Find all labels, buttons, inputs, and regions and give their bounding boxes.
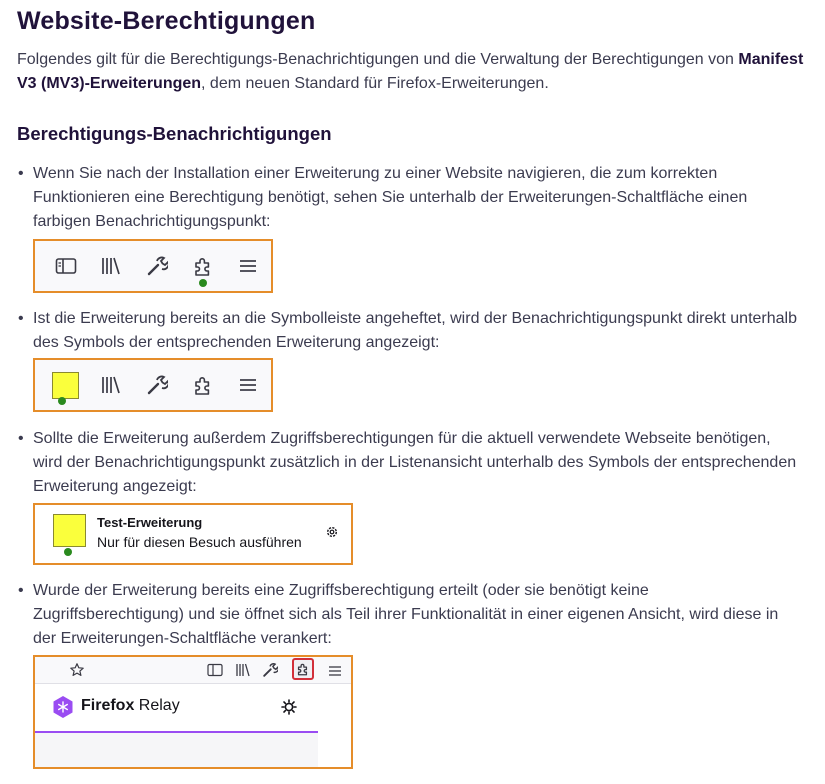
menu-icon[interactable]	[225, 241, 271, 291]
toolbar-screenshot-2	[33, 358, 273, 412]
library-icon[interactable]	[89, 241, 135, 291]
puzzle-icon[interactable]	[180, 360, 226, 410]
bullet-notification-extensions-button: • Wenn Sie nach der Installation einer Erweiterung zu einer Website navigieren, die zum korrekten Funktionieren eine Berechtigung benötigt, sehen Sie unterhalb der Erweiterungen-Schaltfläche einen farbigen Benachrichtigungspunkt:	[33, 162, 803, 234]
sidebar-icon[interactable]	[207, 663, 223, 682]
relay-panel-body	[35, 733, 318, 767]
browser-toolbar	[35, 657, 351, 684]
relay-brand	[81, 697, 180, 715]
library-icon[interactable]	[235, 663, 251, 682]
gear-icon[interactable]	[281, 699, 297, 720]
relay-brand-firefox: Firefox	[81, 697, 135, 714]
bullet-notification-list-view: • Sollte die Erweiterung außerdem Zugriffsberechtigungen für die aktuell verwendete Webseite benötigen, wird der Benachrichtigungspunkt zusätzlich in der Listenansicht unterhalb des Symbols der entsprechenden Erweiterung angezeigt:	[33, 427, 803, 499]
wrench-icon[interactable]	[134, 360, 180, 410]
extension-square-icon	[53, 514, 86, 547]
page-title: Website-Berechtigungen	[17, 7, 316, 35]
wrench-icon[interactable]	[262, 662, 278, 683]
extension-name: Test-Erweiterung	[97, 515, 203, 530]
menu-icon[interactable]	[328, 664, 342, 682]
puzzle-icon[interactable]	[180, 241, 226, 291]
gear-icon[interactable]	[325, 525, 339, 544]
notification-dot	[64, 548, 72, 556]
bullet-extension-anchored: • Wurde der Erweiterung bereits eine Zugriffsberechtigung erteilt (oder sie benötigt keine Zugriffsberechtigung) und sie öffnet sich als Teil ihrer Funktionalität in einer eigenen Ansicht, wird diese in der Erweiterungen-Schaltfläche verankert:	[33, 579, 803, 651]
extension-run-once-option[interactable]: Nur für diesen Besuch ausführen	[97, 534, 302, 550]
relay-brand-relay: Relay	[134, 697, 180, 714]
notification-dot	[199, 279, 207, 287]
star-icon[interactable]	[69, 662, 85, 683]
library-icon[interactable]	[89, 360, 135, 410]
notification-dot	[58, 397, 66, 405]
relay-screenshot	[33, 655, 353, 769]
sidebar-icon[interactable]	[43, 241, 89, 291]
puzzle-icon[interactable]	[292, 658, 314, 680]
toolbar-screenshot-1	[33, 239, 273, 293]
intro-text-start: Folgendes gilt für die Berechtigungs-Benachrichtigungen und die Verwaltung der Berechtigungen von	[17, 51, 739, 68]
bullet-notification-pinned-extension: • Ist die Erweiterung bereits an die Symbolleiste angeheftet, wird der Benachrichtigungspunkt direkt unterhalb des Symbols der entsprechenden Erweiterung angezeigt:	[33, 307, 803, 355]
relay-logo-icon	[52, 695, 74, 724]
menu-icon[interactable]	[225, 360, 271, 410]
extension-panel-screenshot	[33, 503, 353, 565]
wrench-icon[interactable]	[134, 241, 180, 291]
intro-bold-term: Manifest V3 (MV3)-Erweiterungen	[17, 51, 804, 92]
intro-text-end: , dem neuen Standard für Firefox-Erweiterungen.	[201, 75, 549, 92]
intro-paragraph	[17, 48, 807, 96]
section-heading: Berechtigungs-Benachrichtigungen	[17, 123, 332, 144]
extension-square-icon[interactable]	[43, 360, 89, 410]
